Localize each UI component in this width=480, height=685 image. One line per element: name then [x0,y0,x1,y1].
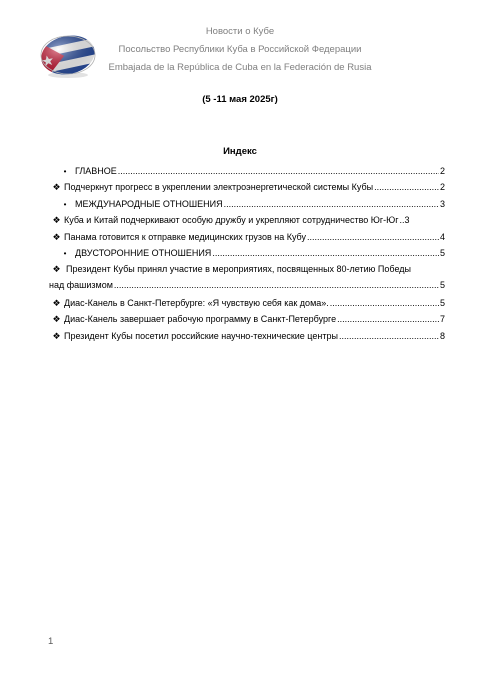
toc-entry-text: Подчеркнут прогресс в укреплении электроэнергетической системы Кубы [64,182,374,192]
toc-leader [330,298,439,309]
toc-leader [212,248,439,259]
embassy-logo-icon [38,31,98,81]
toc-page-number: 5 [439,248,445,258]
toc-page-number: 8 [439,330,445,341]
toc-entry-text: Панама готовится к отправке медицинских грузов на Кубу [64,231,307,242]
toc-section-main[interactable] [49,160,445,177]
diamond-bullet-icon: ❖ [52,314,61,324]
toc-title: Индекс [223,146,257,157]
toc-entry[interactable] [49,226,445,243]
toc-leader [374,182,439,193]
toc-entry[interactable] [49,259,445,292]
toc-entry-text-continued: над фашизмом [49,280,113,290]
toc-leader [400,215,404,226]
bullet-icon: • [63,249,67,258]
diamond-bullet-icon: ❖ [52,182,61,192]
toc-entry-text: МЕЖДУНАРОДНЫЕ ОТНОШЕНИЯ [75,198,223,209]
toc-page-number: 4 [439,231,445,242]
bullet-icon: • [63,199,67,209]
toc-entry-text: ДВУСТОРОННИЕ ОТНОШЕНИЯ [75,248,212,258]
embassy-name-es: Embajada de la República de Cuba en la Federación de Rusia [108,62,372,73]
diamond-bullet-icon: ❖ [52,231,61,242]
toc-entry[interactable] [49,210,445,227]
toc-entry-text: Диас-Канель завершает рабочую программу в Санкт-Петербурге [64,314,337,324]
toc-section-bilateral[interactable] [49,243,445,260]
newsletter-title: Новости о Кубе [205,26,275,37]
toc-leader [307,232,439,243]
toc-page-number: 7 [439,314,445,324]
toc-page-number: 5 [439,280,445,290]
bullet-icon: • [63,166,67,176]
toc-leader [339,331,439,342]
toc-leader [118,166,439,177]
toc-page-number: 3 [439,198,445,209]
toc-entry-text: Куба и Китай подчеркивают особую дружбу и укрепляют сотрудничество Юг-Юг [64,215,399,225]
toc-leader [337,314,439,325]
toc-entry-text: ГЛАВНОЕ [75,165,117,176]
diamond-bullet-icon: ❖ [52,330,61,341]
table-of-contents [49,160,445,342]
toc-page-number: 5 [439,297,445,308]
diamond-bullet-icon: ❖ [52,297,61,308]
toc-entry-text: Президент Кубы принял участие в мероприятиях, посвященных 80-летию Победы [66,264,411,274]
toc-entry-text: Диас-Канель в Санкт-Петербурге: «Я чувствую себя как дома». [64,297,329,308]
toc-entry-text: Президент Кубы посетил российские научно-технические центры [64,330,338,341]
page-number: 1 [48,636,54,647]
toc-entry[interactable] [49,292,445,309]
diamond-bullet-icon: ❖ [52,264,61,274]
toc-page-number: 2 [439,165,445,176]
embassy-name-ru: Посольство Республики Куба в Российской Федерации [118,44,362,55]
toc-leader [224,199,439,210]
toc-leader [114,280,439,291]
date-range: (5 -11 мая 2025г) [202,94,278,105]
toc-entry[interactable] [49,309,445,326]
toc-entry[interactable] [49,325,445,342]
toc-page-number: 2 [439,182,445,192]
toc-page-number: 3 [404,215,410,225]
diamond-bullet-icon: ❖ [52,215,61,225]
toc-section-international[interactable] [49,193,445,210]
toc-entry[interactable] [49,177,445,194]
